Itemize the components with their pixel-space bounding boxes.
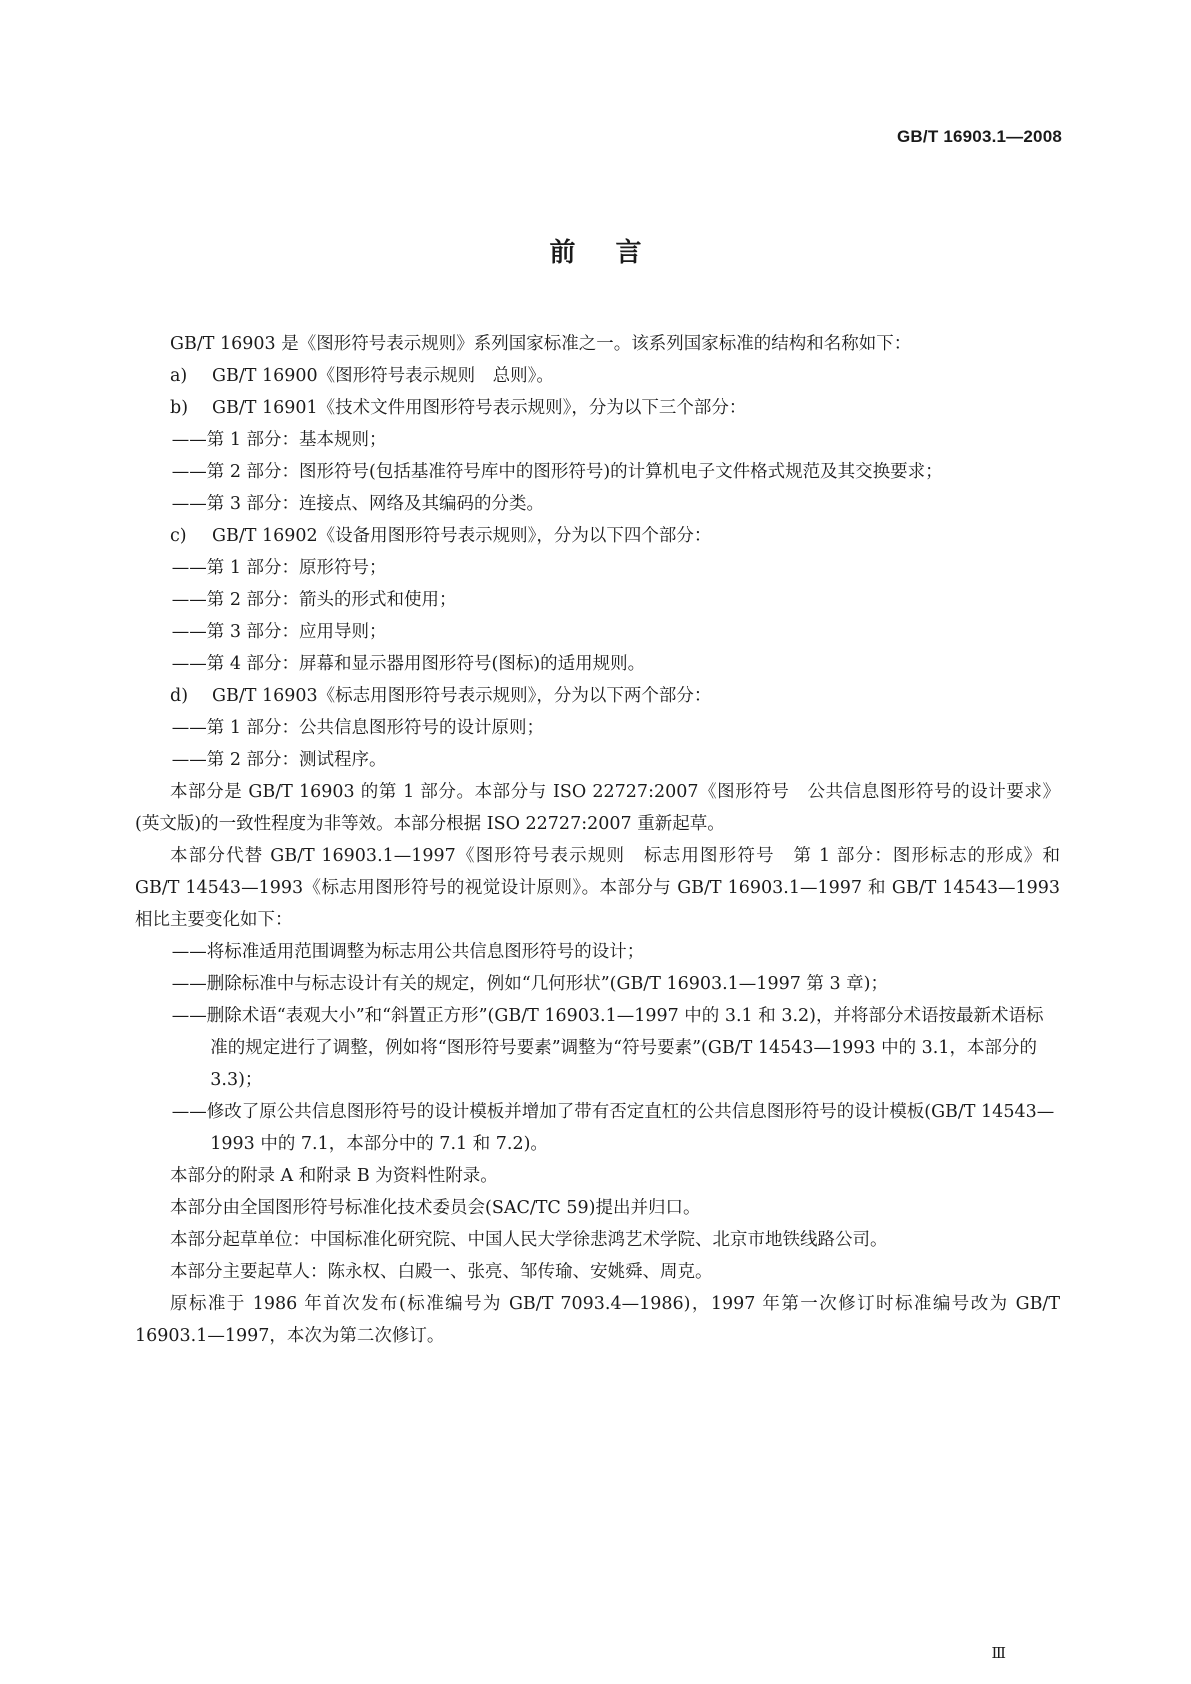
sub-part: ——第 2 部分：测试程序。 [171,750,387,770]
list-item-b [135,392,1060,424]
drafters-paragraph: 本部分主要起草人：陈永权、白殿一、张亮、邹传瑜、安姚舜、周克。 [170,1262,713,1282]
page-number: Ⅲ [991,1644,1006,1662]
sub-part: ——第 1 部分：基本规则； [171,430,387,450]
list-label: d) [170,686,189,706]
page-title: 前言 [549,238,682,268]
change-item: ——修改了原公共信息图形符号的设计模板并增加了带有否定直杠的公共信息图形符号的设计模板(GB/T 14543—1993 中的 7.1，本部分中的 7.1 和 7.2)。 [171,1102,1055,1154]
replace-paragraph: 本部分代替 GB/T 16903.1—1997《图形符号表示规则 标志用图形符号 第 1 部分：图形标志的形成》和 GB/T 14543—1993《标志用图形符号的视觉设计原则》。本部分与 GB/T 16903.1—1997 和 GB/T 14543—1993 相比主要变化如下： [135,846,1060,930]
list-text: GB/T 16900《图形符号表示规则 总则》。 [212,366,554,386]
standard-number: GB/T 16903.1—2008 [897,127,1062,146]
list-item-d [135,680,1060,712]
list-item-a [135,360,1060,392]
list-text: GB/T 16903《标志用图形符号表示规则》，分为以下两个部分： [212,686,712,706]
history-paragraph: 原标准于 1986 年首次发布(标准编号为 GB/T 7093.4—1986)，1997 年第一次修订时标准编号改为 GB/T 16903.1—1997，本次为第二次修订。 [135,1294,1060,1346]
list-label: b) [170,398,189,418]
appendix-paragraph: 本部分的附录 A 和附录 B 为资料性附录。 [170,1166,498,1186]
sub-part: ——第 3 部分：应用导则； [171,622,387,642]
change-item: ——将标准适用范围调整为标志用公共信息图形符号的设计； [171,942,645,962]
part-paragraph: 本部分是 GB/T 16903 的第 1 部分。本部分与 ISO 22727:2007《图形符号 公共信息图形符号的设计要求》(英文版)的一致性程度为非等效。本部分根据 ISO 22727:2007 重新起草。 [135,782,1060,834]
sub-part: ——第 2 部分：图形符号(包括基准符号库中的图形符号)的计算机电子文件格式规范及其交换要求； [171,462,943,482]
list-label: c) [170,526,187,546]
intro-paragraph: GB/T 16903 是《图形符号表示规则》系列国家标准之一。该系列国家标准的结构和名称如下： [170,334,912,354]
list-label: a) [170,366,188,386]
list-text: GB/T 16901《技术文件用图形符号表示规则》，分为以下三个部分： [212,398,747,418]
sub-part: ——第 1 部分：原形符号； [171,558,387,578]
sub-part: ——第 4 部分：屏幕和显示器用图形符号(图标)的适用规则。 [171,654,646,674]
foreword-body [135,328,1060,1352]
proposed-paragraph: 本部分由全国图形符号标准化技术委员会(SAC/TC 59)提出并归口。 [170,1198,701,1218]
drafting-units-paragraph: 本部分起草单位：中国标准化研究院、中国人民大学徐悲鸿艺术学院、北京市地铁线路公司。 [170,1230,888,1250]
sub-part: ——第 3 部分：连接点、网络及其编码的分类。 [171,494,545,514]
change-item: ——删除标准中与标志设计有关的规定，例如“几何形状”(GB/T 16903.1—1997 第 3 章)； [171,974,888,994]
change-item: ——删除术语“表观大小”和“斜置正方形”(GB/T 16903.1—1997 中的 3.1 和 3.2)，并将部分术语按最新术语标准的规定进行了调整，例如将“图形符号要素”调整为“符号要素”(GB/T 14543—1993 中的 3.1，本部分的 3.3)； [171,1006,1044,1090]
list-item-c [135,520,1060,552]
sub-part: ——第 1 部分：公共信息图形符号的设计原则； [171,718,545,738]
list-text: GB/T 16902《设备用图形符号表示规则》，分为以下四个部分： [212,526,712,546]
sub-part: ——第 2 部分：箭头的形式和使用； [171,590,457,610]
